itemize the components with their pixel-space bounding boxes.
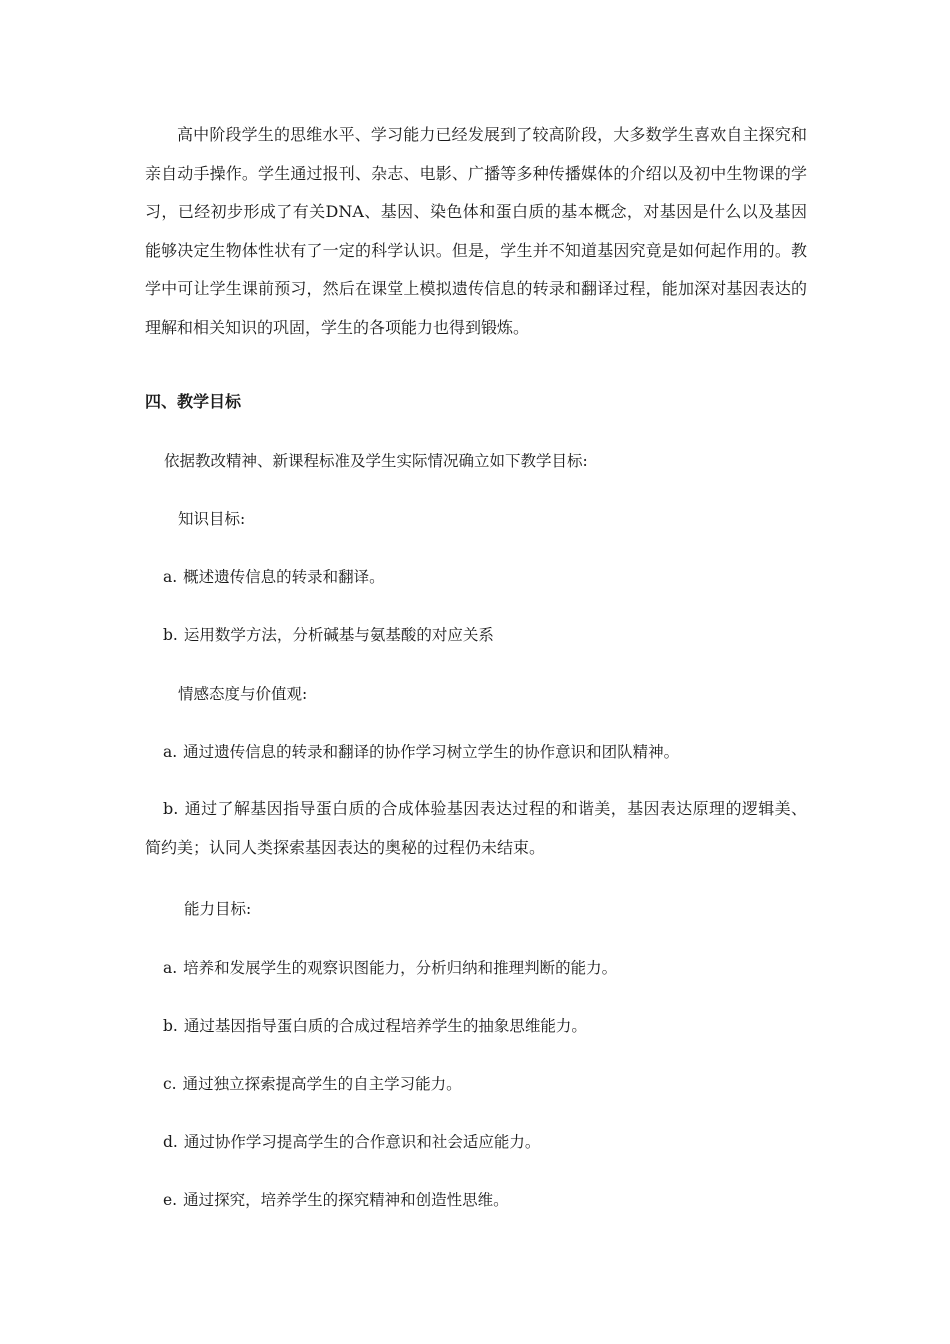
item-text: 培养和发展学生的观察识图能力，分析归纳和推理判断的能力。: [183, 959, 618, 977]
knowledge-item-a: [163, 566, 385, 588]
ability-item-d: [163, 1131, 540, 1153]
knowledge-item-b: [163, 624, 494, 646]
item-label: e.: [163, 1191, 178, 1209]
item-text: 通过探究，培养学生的探究精神和创造性思维。: [183, 1191, 509, 1209]
knowledge-title: 知识目标:: [178, 510, 246, 528]
emotion-title: 情感态度与价值观:: [178, 685, 308, 703]
ability-item-a: [163, 957, 617, 979]
item-label: b.: [163, 626, 178, 644]
item-text: 通过独立探索提高学生的自主学习能力。: [182, 1075, 462, 1093]
item-text: 概述遗传信息的转录和翻译。: [183, 568, 385, 586]
emotion-item-a: [163, 741, 679, 763]
ability-item-c: [163, 1073, 462, 1095]
item-label: c.: [163, 1075, 177, 1093]
item-text: 通过遗传信息的转录和翻译的协作学习树立学生的协作意识和团队精神。: [183, 743, 680, 761]
section-intro: 依据教改精神、新课程标准及学生实际情况确立如下教学目标:: [164, 452, 588, 470]
item-label: d.: [163, 1133, 178, 1151]
ability-item-e: [163, 1189, 509, 1211]
item-text: 运用数学方法，分析碱基与氨基酸的对应关系: [183, 626, 494, 644]
ability-title: 能力目标:: [184, 900, 252, 918]
item-text: 通过基因指导蛋白质的合成过程培养学生的抽象思维能力。: [183, 1017, 587, 1035]
item-label: a.: [163, 743, 178, 761]
item-label: a.: [163, 568, 178, 586]
emotion-item-b: [145, 790, 807, 867]
intro-paragraph: 高中阶段学生的思维水平、学习能力已经发展到了较高阶段，大多数学生喜欢自主探究和亲自动手操作。学生通过报刊、杂志、电影、广播等多种传播媒体的介绍以及初中生物课的学习，已经初步形成了有关DNA、基因、染色体和蛋白质的基本概念，对基因是什么以及基因能够决定生物体性状有了一定的科学认识。但是，学生并不知道基因究竟是如何起作用的。教学中可让学生课前预习，然后在课堂上模拟遗传信息的转录和翻译过程，能加深对基因表达的理解和相关知识的巩固，学生的各项能力也得到锻炼。: [145, 125, 807, 337]
ability-item-b: [163, 1015, 587, 1037]
item-text: 通过协作学习提高学生的合作意识和社会适应能力。: [183, 1133, 541, 1151]
section-heading: 四、教学目标: [145, 392, 242, 411]
item-label: a.: [163, 959, 178, 977]
item-label: b.: [163, 1017, 178, 1035]
item-label: b.: [163, 799, 179, 818]
item-text: 通过了解基因指导蛋白质的合成体验基因表达过程的和谐美，基因表达原理的逻辑美、简约美；认同人类探索基因表达的奥秘的过程仍未结束。: [145, 799, 807, 857]
